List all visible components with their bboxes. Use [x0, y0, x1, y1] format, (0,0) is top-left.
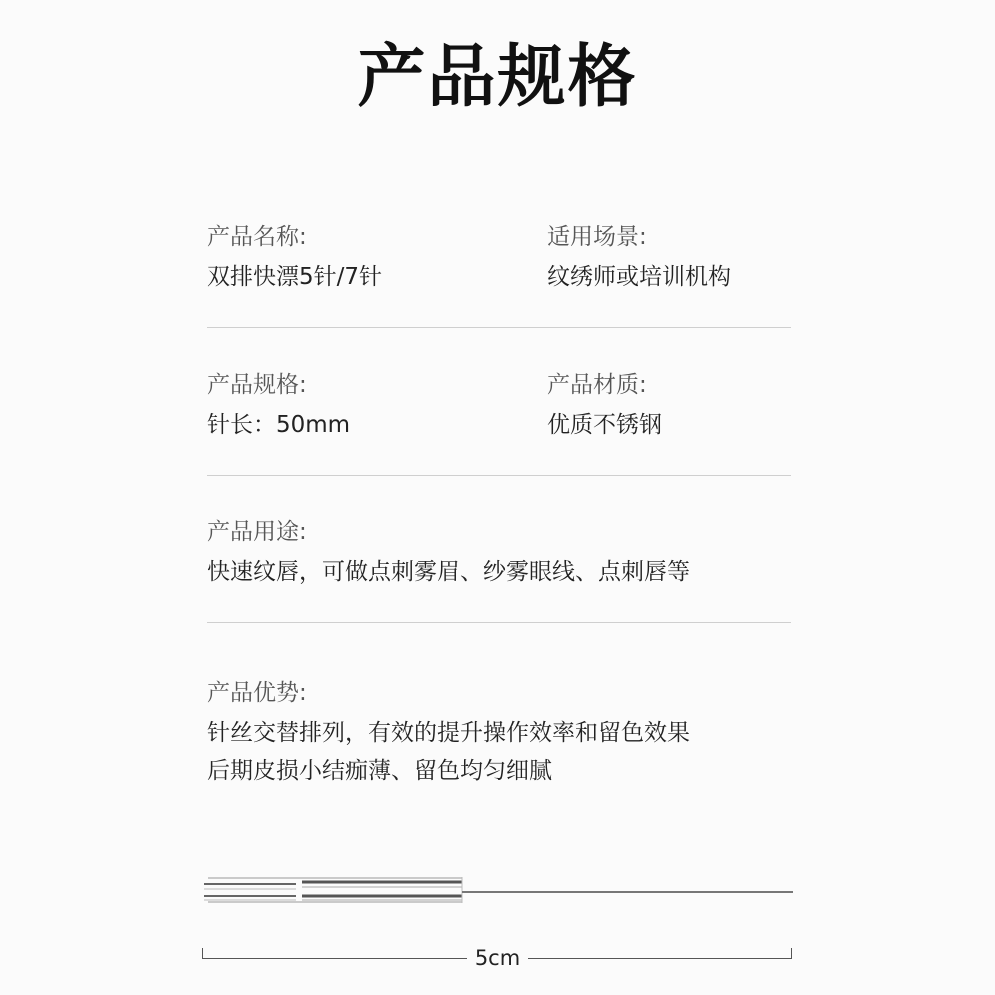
spec-value: 优质不锈钢	[547, 412, 662, 438]
spec-label: 产品名称:	[207, 224, 307, 250]
spec-scenario	[547, 222, 731, 292]
spec-label: 产品材质:	[547, 372, 647, 398]
spec-value: 针长：50mm	[207, 412, 351, 438]
spec-value: 双排快漂5针/7针	[207, 264, 383, 290]
scale-label-wrap	[200, 944, 795, 972]
spec-row-2	[207, 370, 791, 450]
spec-product-spec	[207, 370, 350, 440]
page-title: 产品规格	[357, 38, 638, 117]
spec-label: 产品优势:	[207, 680, 307, 706]
spec-usage	[207, 517, 690, 587]
divider	[207, 475, 791, 476]
spec-value: 纹绣师或培训机构	[547, 264, 731, 290]
spec-material	[547, 370, 662, 440]
spec-advantage	[207, 678, 690, 786]
spec-label: 产品规格:	[207, 372, 307, 398]
spec-row-3	[207, 517, 791, 597]
needle-illustration	[200, 872, 795, 912]
spec-label: 适用场景:	[547, 224, 647, 250]
scale-bar	[200, 944, 795, 974]
spec-product-name	[207, 222, 382, 292]
divider	[207, 327, 791, 328]
spec-value-line: 针丝交替排列，有效的提升操作效率和留色效果	[207, 720, 690, 746]
needle-icon	[200, 872, 795, 912]
spec-value: 快速纹唇，可做点刺雾眉、纱雾眼线、点刺唇等	[207, 559, 690, 585]
scale-label: 5cm	[467, 946, 528, 970]
spec-row-4	[207, 678, 791, 798]
spec-value-line: 后期皮损小结痂薄、留色均匀细腻	[207, 758, 552, 784]
divider	[207, 622, 791, 623]
spec-row-1	[207, 222, 791, 302]
spec-label: 产品用途:	[207, 519, 307, 545]
